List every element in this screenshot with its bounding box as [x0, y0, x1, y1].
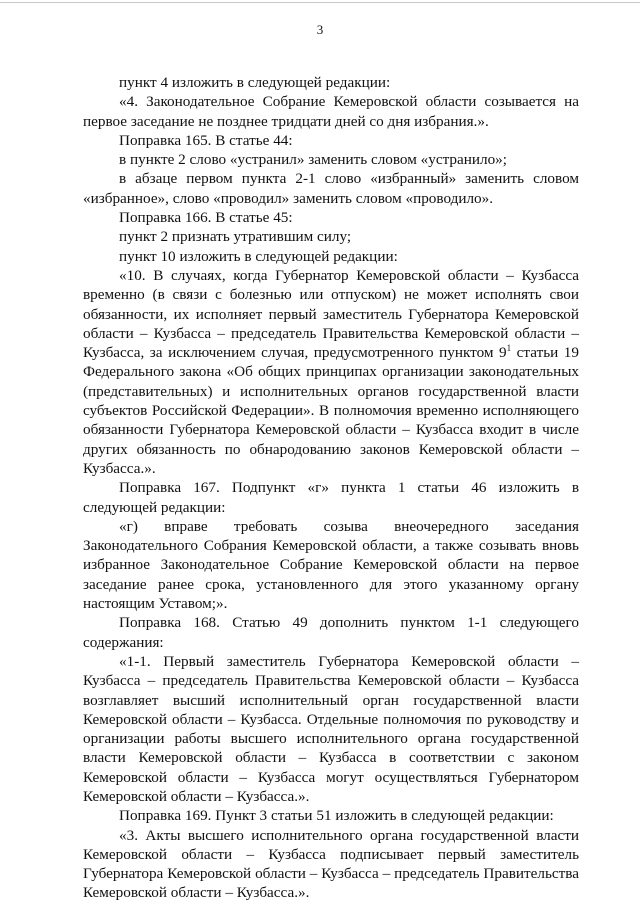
document-body [83, 73, 579, 903]
paragraph: Поправка 169. Пункт 3 статьи 51 изложить в следующей редакции: [119, 807, 554, 825]
paragraph: пункт 4 изложить в следующей редакции: [119, 74, 391, 91]
paragraph: пункт 2 признать утратившим силу; [119, 228, 352, 246]
paragraph: Поправка 166. В статье 45: [119, 209, 293, 227]
paragraph: Поправка 168. Статью 49 дополнить пунктом 1-1 следующего содержания: [83, 614, 579, 651]
top-border-line [0, 2, 640, 3]
paragraph: пункт 10 изложить в следующей редакции: [119, 247, 398, 265]
paragraph-text: «10. В случаях, когда Губернатор Кемеровской области – Кузбасса временно (в связи с болезнью или отпуском) не может исполнять свои обязанности, их исполняет первый заместитель Губернатора Кемеровской области – Кузбасса – председатель Правительства Кемеровской области – Кузбасса, за исключением случая, предусмотренного пунктом 9 [83, 266, 579, 362]
paragraph [83, 266, 579, 478]
paragraph: Поправка 165. В статье 44: [119, 131, 293, 149]
page-number: 3 [316, 22, 324, 37]
paragraph: «1-1. Первый заместитель Губернатора Кемеровской области – Кузбасса – председатель Правительства Кемеровской области – Кузбасса возглавляет высший исполнительный орган государственной власти Кемеровской области – Кузбасса. Отдельные полномочия по руководству и организации работы высшего исполнительного органа государственной власти Кемеровской области – Кузбасса в соответствии с законом Кемеровской области – Кузбасса могут осуществляться Губернатором Кемеровской области – Кузбасса.». [83, 652, 579, 805]
paragraph: «4. Законодательное Собрание Кемеровской области созывается на первое заседание не позднее тридцати дней со дня избрания.». [83, 93, 579, 130]
paragraph-text: статьи 19 Федерального закона «Об общих принципах организации законодательных (представительных) и исполнительных органов государственной власти субъектов Российской Федерации». В полномочия временно исполняющего обязанности Губернатора Кемеровской области – Кузбасса входит в числе других обязанность по обнародованию законов Кемеровской области – Кузбасса.». [83, 344, 579, 477]
paragraph: в пункте 2 слово «устранил» заменить словом «устранило»; [119, 151, 507, 169]
paragraph: в абзаце первом пункта 2-1 слово «избранный» заменить словом «избранное», слово «проводил» заменить словом «проводило». [83, 170, 579, 207]
paragraph: Поправка 167. Подпункт «г» пункта 1 статьи 46 изложить в следующей редакции: [83, 479, 579, 516]
superscript: 1 [506, 343, 512, 354]
paragraph: «г) вправе требовать созыва внеочередного заседания Законодательного Собрания Кемеровской области, а также созывать вновь избранное Законодательное Собрание Кемеровской области на первое заседание ранее срока, установленного для этого указанному органу настоящим Уставом;». [83, 517, 579, 613]
paragraph: «3. Акты высшего исполнительного органа государственной власти Кемеровской области – Кузбасса подписывает первый заместитель Губернатора Кемеровской области – Кузбасса – председатель Правительства Кемеровской области – Кузбасса.». [83, 826, 579, 902]
